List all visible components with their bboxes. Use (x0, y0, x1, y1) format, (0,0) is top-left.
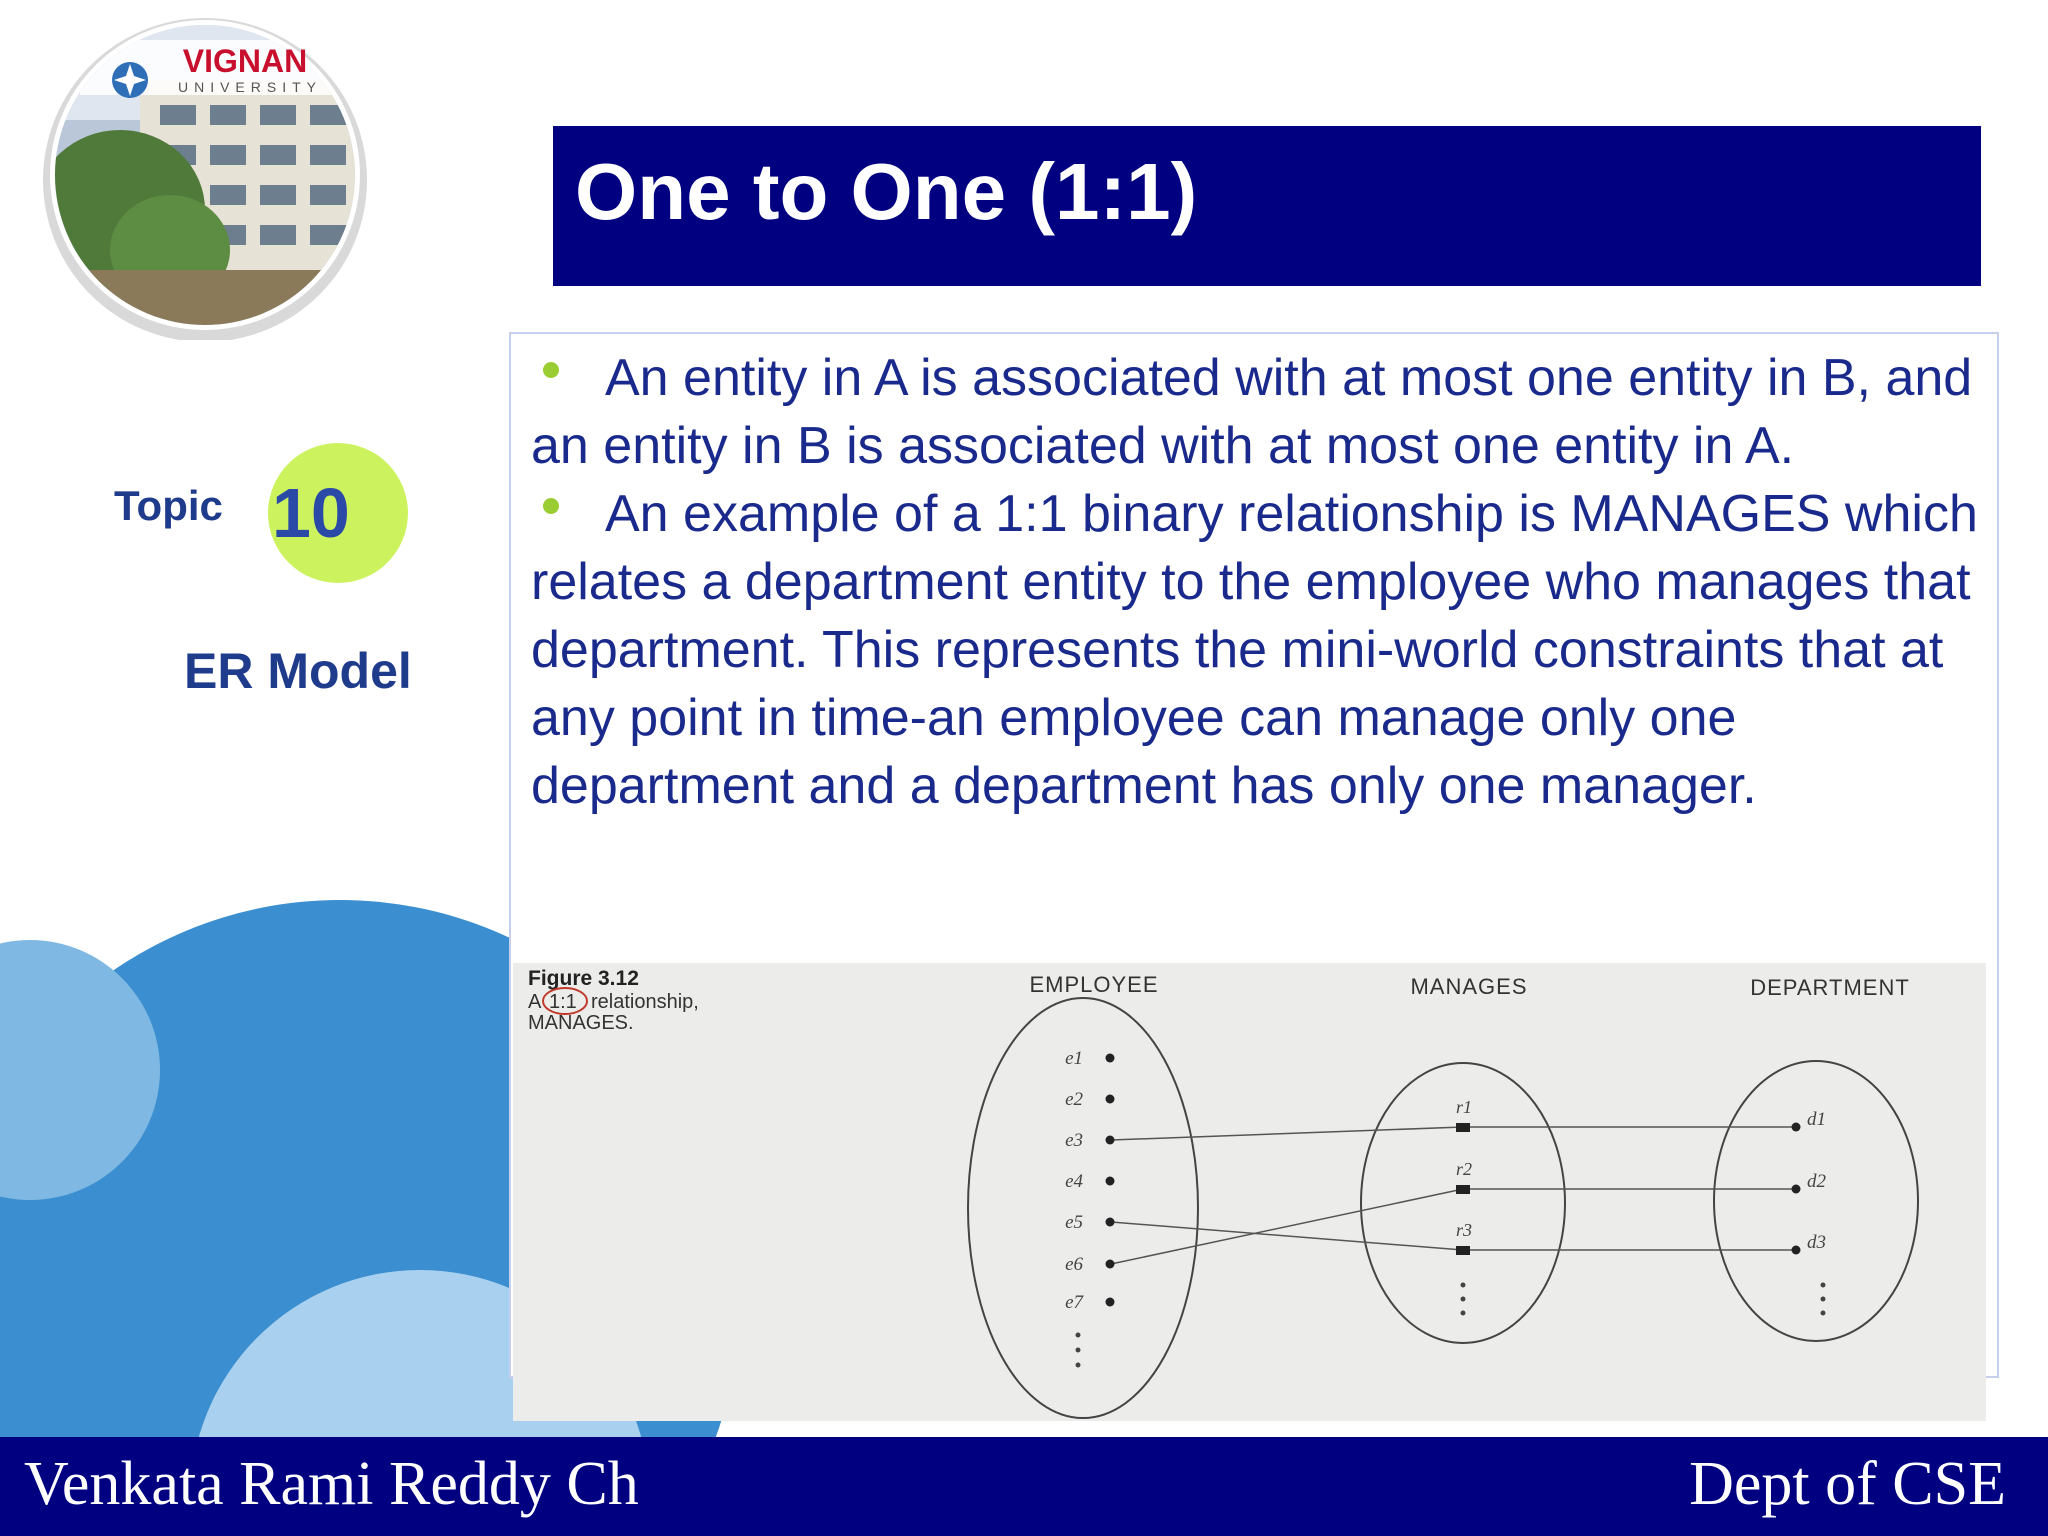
figure-caption-prefix: A (528, 991, 542, 1013)
employee-e3 (1065, 1130, 1114, 1151)
svg-text:VIGNAN: VIGNAN (182, 43, 308, 79)
figure-caption-line2: MANAGES. (528, 1012, 634, 1034)
er-figure (513, 963, 1986, 1421)
svg-text:e5: e5 (1065, 1212, 1083, 1233)
relation-r2 (1456, 1159, 1472, 1194)
employee-e2 (1065, 1089, 1114, 1110)
section-label: ER Model (184, 643, 412, 699)
svg-text:e4: e4 (1065, 1171, 1083, 1192)
relation-r1 (1456, 1097, 1472, 1132)
footer-author: Venkata Rami Reddy Ch (24, 1450, 639, 1518)
svg-text:e7: e7 (1065, 1292, 1083, 1313)
svg-text:e1: e1 (1065, 1048, 1083, 1069)
title-bar (553, 126, 1981, 286)
svg-text:d1: d1 (1807, 1109, 1826, 1130)
employee-e7 (1065, 1292, 1114, 1313)
svg-text:r1: r1 (1456, 1097, 1473, 1117)
topic-number: 10 (272, 474, 350, 552)
footer-bar (0, 1437, 2048, 1536)
figure-caption-suffix: relationship, (591, 991, 699, 1013)
svg-text:d2: d2 (1807, 1171, 1826, 1192)
department-d2 (1792, 1171, 1827, 1194)
topic-label: Topic (114, 482, 223, 529)
department-set (1714, 1061, 1918, 1341)
figure-caption-ratio: 1:1 (549, 991, 577, 1013)
employee-e6 (1065, 1254, 1114, 1275)
relation-r3 (1456, 1220, 1472, 1255)
footer-dept: Dept of CSE (1689, 1450, 2006, 1518)
bullet-item (531, 344, 1991, 480)
employee-e4 (1065, 1171, 1114, 1192)
university-logo (40, 10, 370, 340)
logo-star-icon (112, 62, 148, 98)
department-d3 (1792, 1232, 1827, 1255)
bullet-item (531, 480, 1991, 820)
bullet-text: An example of a 1:1 binary relationship is MANAGES which relates a department entity to the employee who manages that department. This represents the mini-world constraints that at any point in time-an employee can manage only one department and a department has only one manager. (531, 485, 1978, 815)
relation-ellipsis (1461, 1283, 1466, 1316)
bullet-icon (543, 362, 559, 378)
svg-text:UNIVERSITY: UNIVERSITY (177, 79, 323, 95)
er-diagram (513, 963, 1986, 1421)
bullet-icon (543, 498, 559, 514)
svg-text:r2: r2 (1456, 1159, 1473, 1179)
employee-set (968, 998, 1198, 1418)
employee-ellipsis (1076, 1333, 1081, 1368)
svg-text:e2: e2 (1065, 1089, 1083, 1110)
svg-text:d3: d3 (1807, 1232, 1826, 1253)
set-label-manages: MANAGES (1410, 974, 1528, 999)
department-d1 (1792, 1109, 1827, 1132)
figure-caption-title: Figure 3.12 (528, 967, 639, 990)
link-e3-r1 (1111, 1127, 1463, 1140)
slide-title: One to One (1:1) (575, 147, 1198, 236)
department-ellipsis (1821, 1283, 1826, 1316)
svg-text:e6: e6 (1065, 1254, 1083, 1275)
topic-badge (268, 443, 408, 583)
employee-e1 (1065, 1048, 1114, 1069)
employee-e5 (1065, 1212, 1114, 1233)
set-label-employee: EMPLOYEE (1029, 972, 1159, 997)
set-label-department: DEPARTMENT (1750, 975, 1910, 1000)
bullet-list (531, 344, 1991, 820)
svg-text:r3: r3 (1456, 1220, 1473, 1240)
svg-text:e3: e3 (1065, 1130, 1083, 1151)
bullet-text: An entity in A is associated with at most one entity in B, and an entity in B is associated with at most one entity in A. (531, 349, 1973, 475)
